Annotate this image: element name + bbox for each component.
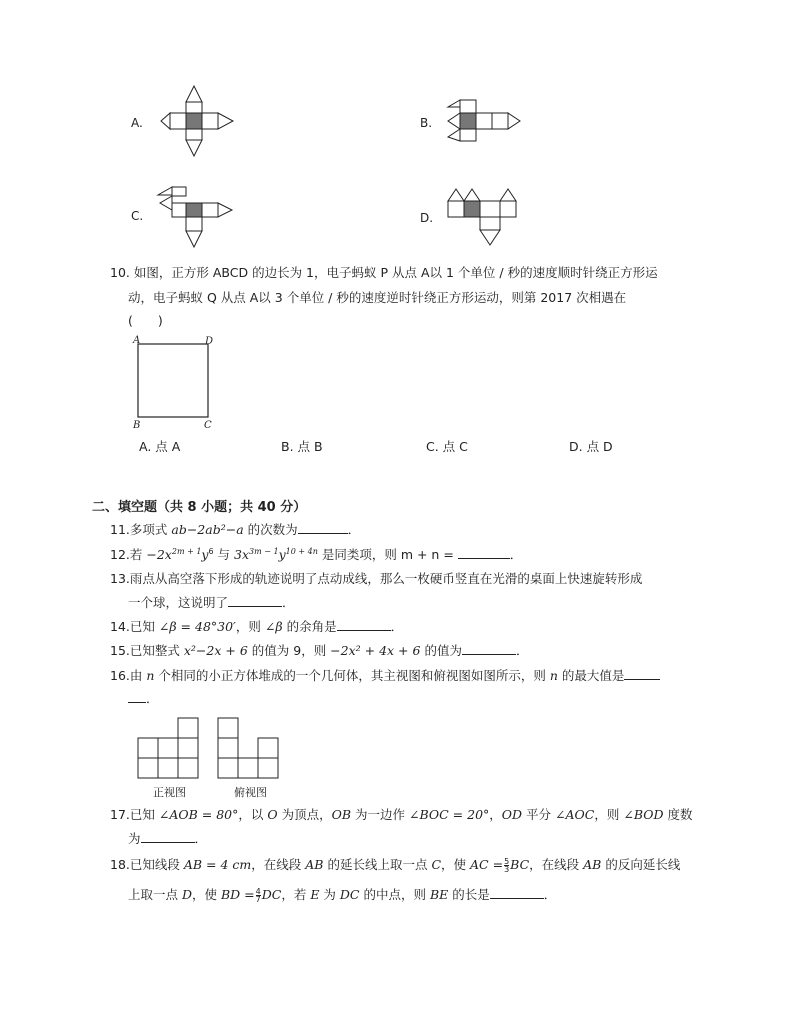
q11-post: 的次数为 <box>243 522 298 537</box>
q10-line2: 动，电子蚂蚁 Q 从点 A以 3 个单位 / 秒的速度逆时针绕正方形运动，则第 2017 次相遇在 <box>128 290 627 305</box>
q12-term2b: y <box>278 547 286 562</box>
square-vertex-c: C <box>204 420 212 431</box>
q18-answer-blank[interactable] <box>490 886 544 899</box>
q18-f2-den: 7 <box>255 895 261 904</box>
q11-end: ． <box>347 522 361 537</box>
q18-line1 <box>110 856 680 874</box>
q18-end: ． <box>543 887 557 902</box>
q16-text-c: 的最大值是 <box>557 668 625 683</box>
q12-exp2: 3m − 1 <box>249 547 279 556</box>
q18-l1f: C <box>431 857 442 872</box>
q14-number: 14. <box>110 619 130 634</box>
q14-post: 的余角是 <box>282 619 337 634</box>
q18-f1-den: 3 <box>504 865 510 874</box>
q18-l1h: AC = <box>470 857 504 872</box>
q16-number: 16. <box>110 668 130 683</box>
q13-answer-blank[interactable] <box>228 594 282 607</box>
option-b-label: B. <box>420 116 433 130</box>
square-vertex-a: A <box>133 335 141 346</box>
q11 <box>110 521 360 539</box>
q14-end: ． <box>390 619 404 634</box>
q18-l1c: ，在线段 <box>251 857 306 872</box>
q14-answer-blank[interactable] <box>337 618 391 631</box>
q11-answer-blank[interactable] <box>298 521 348 534</box>
q14-pre: 已知 <box>129 619 159 634</box>
q12 <box>110 546 522 564</box>
q15-expr: x²−2x + 6 <box>183 643 248 658</box>
q18-fraction-2 <box>256 888 261 903</box>
q17-m5: 平分 <box>522 807 556 822</box>
q18-l1k: AB <box>583 857 602 872</box>
q11-number: 11. <box>110 522 130 537</box>
net-figure-b <box>444 96 524 146</box>
q12-post: 是同类项，则 m + n = <box>317 547 458 562</box>
q18-l1i: BC <box>510 857 530 872</box>
q15-answer-blank[interactable] <box>462 642 516 655</box>
q10-option-d[interactable]: D. 点 D <box>569 439 613 454</box>
q14-mid: ，则 <box>235 619 265 634</box>
q15-pre: 已知整式 <box>129 643 184 658</box>
q17-e2: O <box>267 807 278 822</box>
q17-number: 17. <box>110 807 130 822</box>
q10-option-c[interactable]: C. 点 C <box>426 439 468 454</box>
q11-pre: 多项式 <box>129 522 172 537</box>
q16-top-view-label: 俯视图 <box>234 786 267 799</box>
q17-m2: 为顶点， <box>277 807 332 822</box>
q10-option-a[interactable]: A. 点 A <box>139 439 181 454</box>
q16-front-view <box>134 714 214 784</box>
q12-exp2b: 10 + 4n <box>285 547 318 556</box>
q10-number: 10. <box>110 265 130 280</box>
net-figure-c <box>154 183 236 251</box>
q17-pre: 已知 <box>129 807 159 822</box>
q13-text-2: 一个球，这说明了 <box>128 595 229 610</box>
q18-line2 <box>128 886 556 904</box>
q17-m3: 为一边作 <box>351 807 409 822</box>
q17-m6: ，则 <box>594 807 624 822</box>
q14 <box>110 618 403 636</box>
square-vertex-b: B <box>133 420 141 431</box>
q15-expr2: −2x² + 4x + 6 <box>330 643 421 658</box>
q13-end: ． <box>282 595 295 610</box>
q15 <box>110 642 528 660</box>
q18-l2c: ，使 <box>192 887 221 902</box>
q17-line2 <box>128 830 207 848</box>
q15-mid: 的值为 9，则 <box>247 643 331 658</box>
q18-l1b: AB = 4 cm <box>183 857 252 872</box>
net-figure-d <box>444 185 524 249</box>
q15-number: 15. <box>110 643 130 658</box>
q12-end: ． <box>509 547 523 562</box>
q12-term1: −2x <box>146 547 172 562</box>
q16-answer-blank-1[interactable] <box>624 667 660 680</box>
q12-pre: 若 <box>129 547 147 562</box>
q13-text-1: 雨点从高空落下形成的轨迹说明了点动成线，那么一枚硬币竖直在光滑的桌面上快速旋转形成 <box>129 571 643 586</box>
q17-m1: ，以 <box>238 807 268 822</box>
q10-square-figure <box>128 334 228 430</box>
q18-f1-num: 5 <box>504 857 510 866</box>
q18-l2f: ，若 <box>281 887 311 902</box>
q18-l2k: BE <box>429 887 449 902</box>
q17-line1 <box>110 806 693 824</box>
section-2-title: 二、填空题（共 8 小题；共 40 分） <box>92 500 307 515</box>
q16-end: ． <box>146 691 159 706</box>
q15-post: 的值为 <box>420 643 462 658</box>
q17-e4: ∠BOC = 20° <box>409 807 490 822</box>
q17-e3: OB <box>331 807 352 822</box>
option-a-label: A. <box>131 116 143 130</box>
q10-answer-parens: ( ) <box>128 313 163 328</box>
q18-l2h: 为 <box>319 887 340 902</box>
q18-l1g: ，使 <box>441 857 471 872</box>
q18-l2b: D <box>181 887 193 902</box>
q17-m4: ， <box>489 807 502 822</box>
q18-l1j: ，在线段 <box>529 857 584 872</box>
q18-fraction-1 <box>504 858 509 873</box>
option-d-label: D. <box>420 211 434 225</box>
q15-end: ． <box>515 643 529 658</box>
q17-e1: ∠AOB = 80° <box>158 807 239 822</box>
q16-text-b: 个相同的小正方体堆成的一个几何体，其主视图和俯视图如图所示，则 <box>154 668 550 683</box>
q16-n2: n <box>549 668 558 683</box>
q18-l1l: 的反向延长线 <box>601 857 681 872</box>
q17-e6: ∠AOC <box>555 807 595 822</box>
q18-l2i: DC <box>339 887 360 902</box>
q10-text-1: 如图，正方形 ABCD 的边长为 1，电子蚂蚁 P 从点 A以 1 个单位 / 秒的速度顺时针绕正方形运 <box>133 265 658 280</box>
q18-l2d: BD = <box>221 887 255 902</box>
q12-mid: 与 <box>213 547 235 562</box>
q11-expr: ab−2ab²−a <box>171 522 244 537</box>
q18-l2e: DC <box>261 887 282 902</box>
q18-number: 18. <box>110 857 130 872</box>
q16-n: n <box>146 668 155 683</box>
net-figure-a <box>157 82 237 160</box>
q17-e7: ∠BOD <box>623 807 664 822</box>
q18-l2a: 上取一点 <box>128 887 182 902</box>
q16-line1 <box>110 667 660 685</box>
q18-l2j: 的中点，则 <box>359 887 430 902</box>
q17-e5: OD <box>501 807 523 822</box>
q14-expr: ∠β = 48°30′ <box>158 619 236 634</box>
q13-line2 <box>128 594 295 612</box>
q18-l1e: 的延长线上取一点 <box>323 857 432 872</box>
q12-term1b: y <box>201 547 209 562</box>
q14-expr2: ∠β <box>264 619 283 634</box>
q18-l2l: 的长是 <box>448 887 490 902</box>
q17-end: ． <box>194 831 208 846</box>
q17-text-2: 为 <box>128 831 141 846</box>
q16-line2 <box>128 690 159 708</box>
q10-line1 <box>110 264 658 282</box>
q12-term2: 3x <box>234 547 250 562</box>
q18-l2g: E <box>310 887 320 902</box>
q17-m7: 度数 <box>663 807 693 822</box>
q18-l1a: 已知线段 <box>129 857 184 872</box>
q16-front-view-label: 正视图 <box>153 786 186 799</box>
q12-exp1: 2m + 1 <box>171 547 202 556</box>
q16-text-a: 由 <box>129 668 147 683</box>
option-c-label: C. <box>131 209 144 223</box>
q13-line1 <box>110 570 642 588</box>
q12-exp1b: 6 <box>208 547 214 556</box>
q17-answer-blank[interactable] <box>141 830 195 843</box>
square-vertex-d: D <box>205 336 214 347</box>
q12-answer-blank[interactable] <box>458 546 510 559</box>
q10-option-b[interactable]: B. 点 B <box>281 439 323 454</box>
q18-l1d: AB <box>305 857 324 872</box>
q12-number: 12. <box>110 547 130 562</box>
q18-f2-num: 4 <box>255 887 261 896</box>
q16-top-view <box>214 714 294 784</box>
q16-answer-blank-2[interactable] <box>128 690 146 703</box>
q13-number: 13. <box>110 571 130 586</box>
